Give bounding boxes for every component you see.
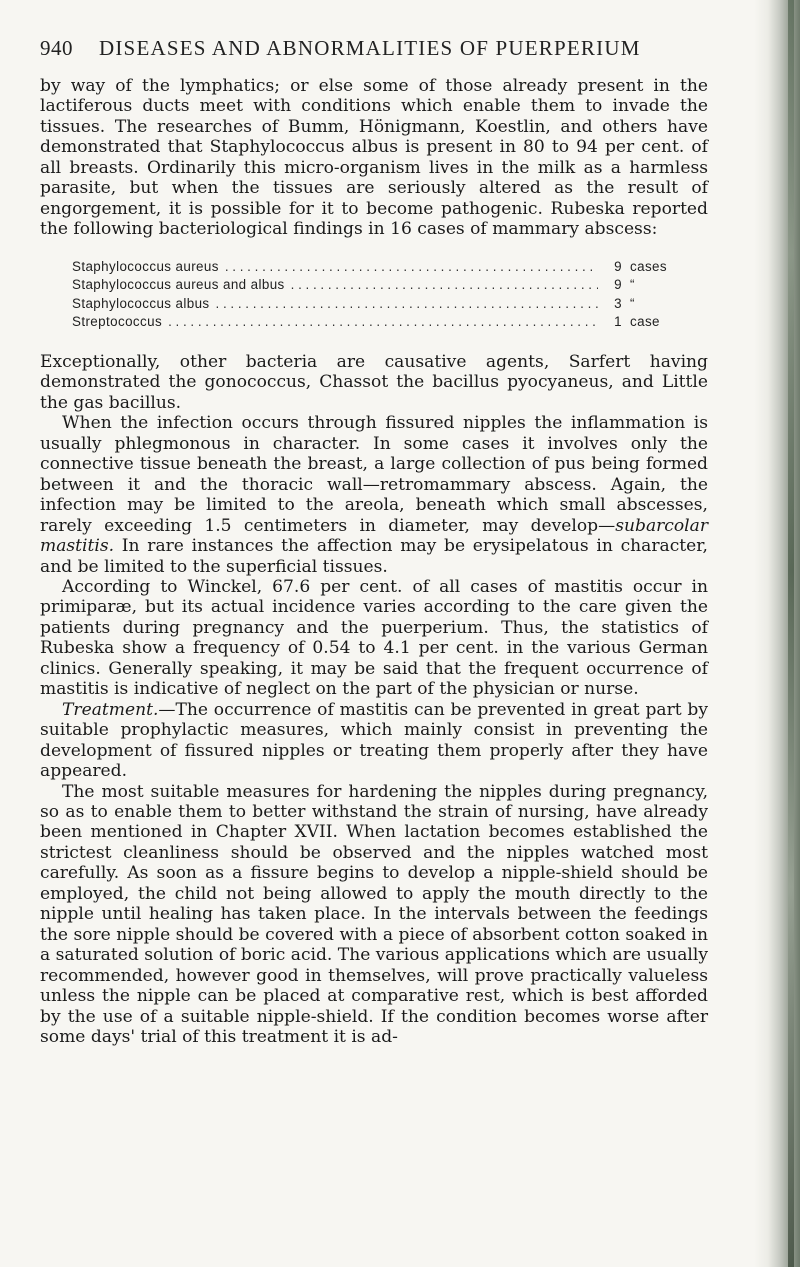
dot-leader <box>216 295 598 314</box>
case-unit: “ <box>630 295 635 311</box>
case-unit: cases <box>630 258 667 274</box>
bacteriological-findings-table <box>72 258 682 332</box>
text-span: In rare instances the affection may be erysipelatous in character, and be limited to the superficial tissues. <box>40 536 708 577</box>
table-row <box>72 295 682 314</box>
case-count: 9 <box>614 258 622 274</box>
dot-leader <box>225 258 598 277</box>
paragraph-treatment <box>40 700 708 782</box>
case-unit: “ <box>630 277 635 293</box>
running-header <box>40 36 720 61</box>
book-binding-edge <box>754 0 800 1267</box>
binding-shadow-stripe <box>788 0 794 1267</box>
table-row <box>72 276 682 295</box>
running-title: DISEASES AND ABNORMALITIES OF PUERPERIUM <box>99 36 641 60</box>
paragraph-other-bacteria: Exceptionally, other bacteria are causative agents, Sarfert having demonstrated the gonococcus, Chassot the bacillus pyocyaneus, and Little the gas bacillus. <box>40 352 708 413</box>
organism-name: Staphylococcus albus <box>72 295 210 311</box>
paragraph-infection-types <box>40 413 708 577</box>
table-row <box>72 258 682 277</box>
page-number: 940 <box>40 36 73 60</box>
case-count: 9 <box>614 277 622 293</box>
organism-name: Staphylococcus aureus and albus <box>72 277 285 293</box>
case-count: 3 <box>614 295 622 311</box>
paragraph-lymphatics: by way of the lymphatics; or else some of those already present in the lactiferous ducts meet with conditions which enable them to invade the tissues. The researches of Bumm, Hönigmann, Koestlin, and others have demonstrated that Staphylococcus albus is present in 80 to 94 per cent. of all breasts. Ordinarily this micro-organism lives in the milk as a harmless parasite, but when the tissues are seriously altered as the result of engorgement, it is possible for it to become pathogenic. Rubeska reported the following bacteriological findings in 16 cases of mammary abscess: <box>40 76 708 240</box>
text-span: When the infection occurs through fissured nipples the inflammation is usually phlegmonous in character. In some cases it involves only the connective tissue beneath the breast, a large collection of pus being formed between it and the thoracic wall—retromammary abscess. Again, the infection may be limited to the areola, beneath which small abscesses, rarely exceeding 1.5 centimeters in diameter, may develop— <box>40 413 708 536</box>
table-row <box>72 313 682 332</box>
case-unit: case <box>630 314 660 330</box>
paragraph-incidence: According to Winckel, 67.6 per cent. of all cases of mastitis occur in primiparæ, but its actual incidence varies according to the care given the patients during pregnancy and the puerperium. Thus, the statistics of Rubeska show a frequency of 0.54 to 4.1 per cent. in the various German clinics. Generally speaking, it may be said that the frequent occurrence of mastitis is indicative of neglect on the part of the physician or nurse. <box>40 576 708 700</box>
section-heading-treatment: Treatment. <box>62 699 159 720</box>
case-count: 1 <box>614 314 622 330</box>
italic-term-subareolar-mastitis: subarcolar mastitis. <box>40 515 708 557</box>
dot-leader <box>291 276 598 295</box>
text-span: —The occurrence of mastitis can be prevented in great part by suitable prophylactic measures, which mainly consist in preventing the development of fissured nipples or treating them properly after they have appeared. <box>40 699 708 782</box>
paragraph-hardening-nipples: The most suitable measures for hardening the nipples during pregnancy, so as to enable them to better withstand the strain of nursing, have already been mentioned in Chapter XVII. When lactation becomes established the strictest cleanliness should be observed and the nipples watched most carefully. As soon as a fissure begins to develop a nipple-shield should be employed, the child not being allowed to apply the mouth directly to the nipple until healing has taken place. In the intervals between the feedings the sore nipple should be covered with a piece of absorbent cotton soaked in a saturated solution of boric acid. The various applications which are usually recommended, however good in themselves, will prove practically valueless unless the nipple can be placed at comparative rest, which is best afforded by the use of a suitable nipple-shield. If the condition becomes worse after some days' trial of this treatment it is ad- <box>40 781 708 1047</box>
dot-leader <box>168 313 598 332</box>
body-text <box>40 76 708 1047</box>
organism-name: Streptococcus <box>72 314 163 330</box>
organism-name: Staphylococcus aureus <box>72 258 219 274</box>
